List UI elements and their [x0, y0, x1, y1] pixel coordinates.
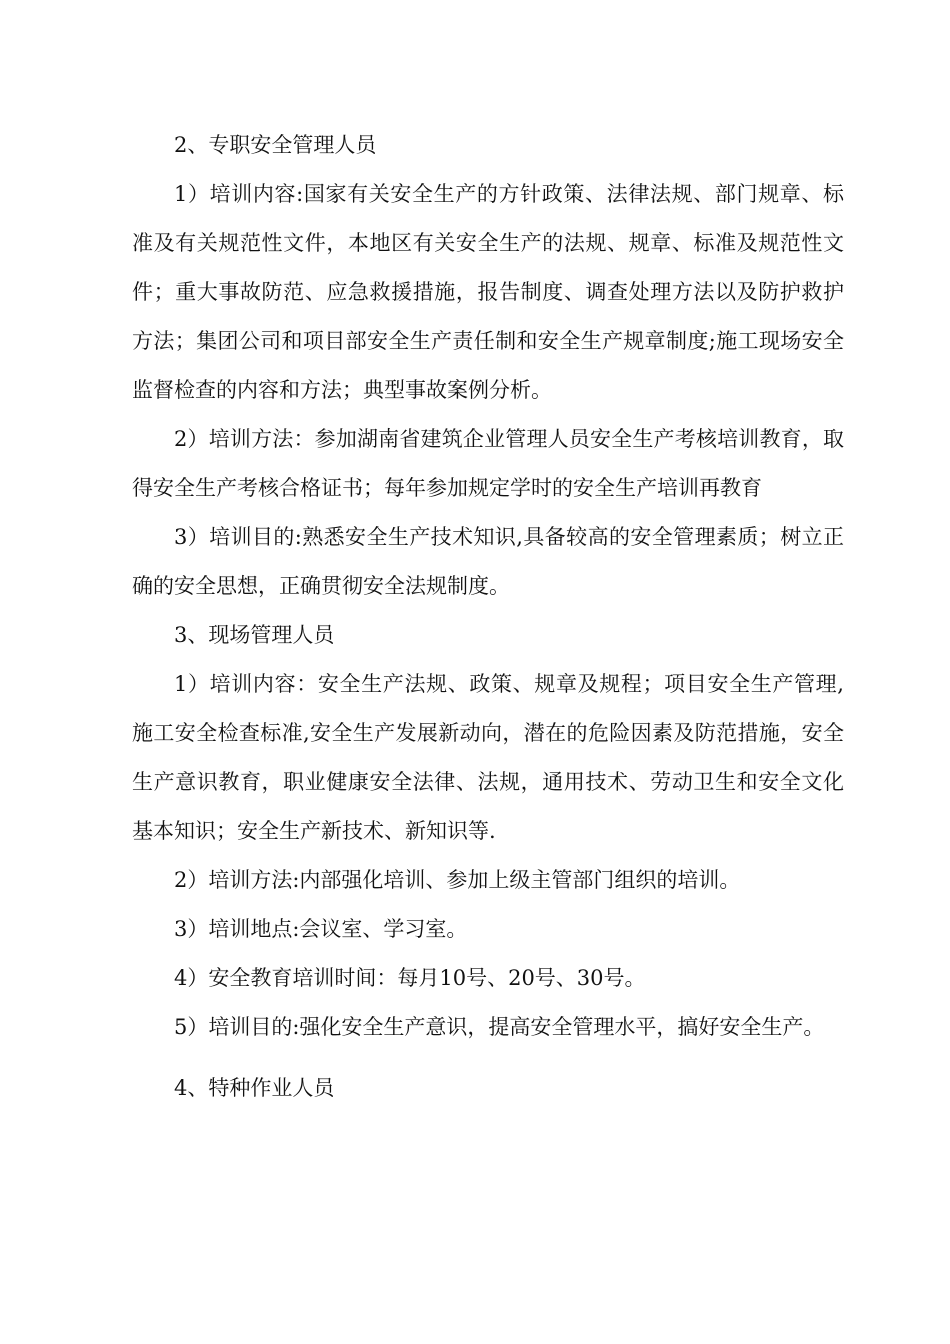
- paragraph-site-training-content: 1）培训内容：安全生产法规、政策、规章及规程；项目安全生产管理,施工安全检查标准,安全生产发展新动向，潜在的危险因素及防范措施，安全生产意识教育，职业健康安全法律、法规，通用技术、劳动卫生和安全文化基本知识；安全生产新技术、新知识等.: [132, 672, 844, 843]
- document-body: [132, 121, 844, 1113]
- paragraph-training-content: 1）培训内容:国家有关安全生产的方针政策、法律法规、部门规章、标准及有关规范性文件，本地区有关安全生产的法规、规章、标准及规范性文件；重大事故防范、应急救援措施，报告制度、调查处理方法以及防护救护方法；集团公司和项目部安全生产责任制和安全生产规章制度;施工现场安全监督检查的内容和方法；典型事故案例分析。: [132, 182, 844, 402]
- paragraph-training-goal: 3）培训目的:熟悉安全生产技术知识,具备较高的安全管理素质；树立正确的安全思想，正确贯彻安全法规制度。: [132, 525, 844, 598]
- heading-full-time-safety-staff: 2、专职安全管理人员: [174, 133, 377, 157]
- paragraph-site-training-method: 2）培训方法:内部强化培训、参加上级主管部门组织的培训。: [174, 868, 741, 892]
- paragraph-site-training-time: 4）安全教育培训时间：每月10号、20号、30号。: [174, 966, 646, 990]
- heading-special-operations-staff: 4、特种作业人员: [174, 1076, 335, 1100]
- heading-site-management-staff: 3、现场管理人员: [174, 623, 335, 647]
- paragraph-training-method: 2）培训方法：参加湖南省建筑企业管理人员安全生产考核培训教育，取得安全生产考核合格证书；每年参加规定学时的安全生产培训再教育: [132, 427, 844, 500]
- paragraph-site-training-location: 3）培训地点:会议室、学习室。: [174, 917, 468, 941]
- paragraph-site-training-goal: 5）培训目的:强化安全生产意识，提高安全管理水平，搞好安全生产。: [174, 1015, 825, 1039]
